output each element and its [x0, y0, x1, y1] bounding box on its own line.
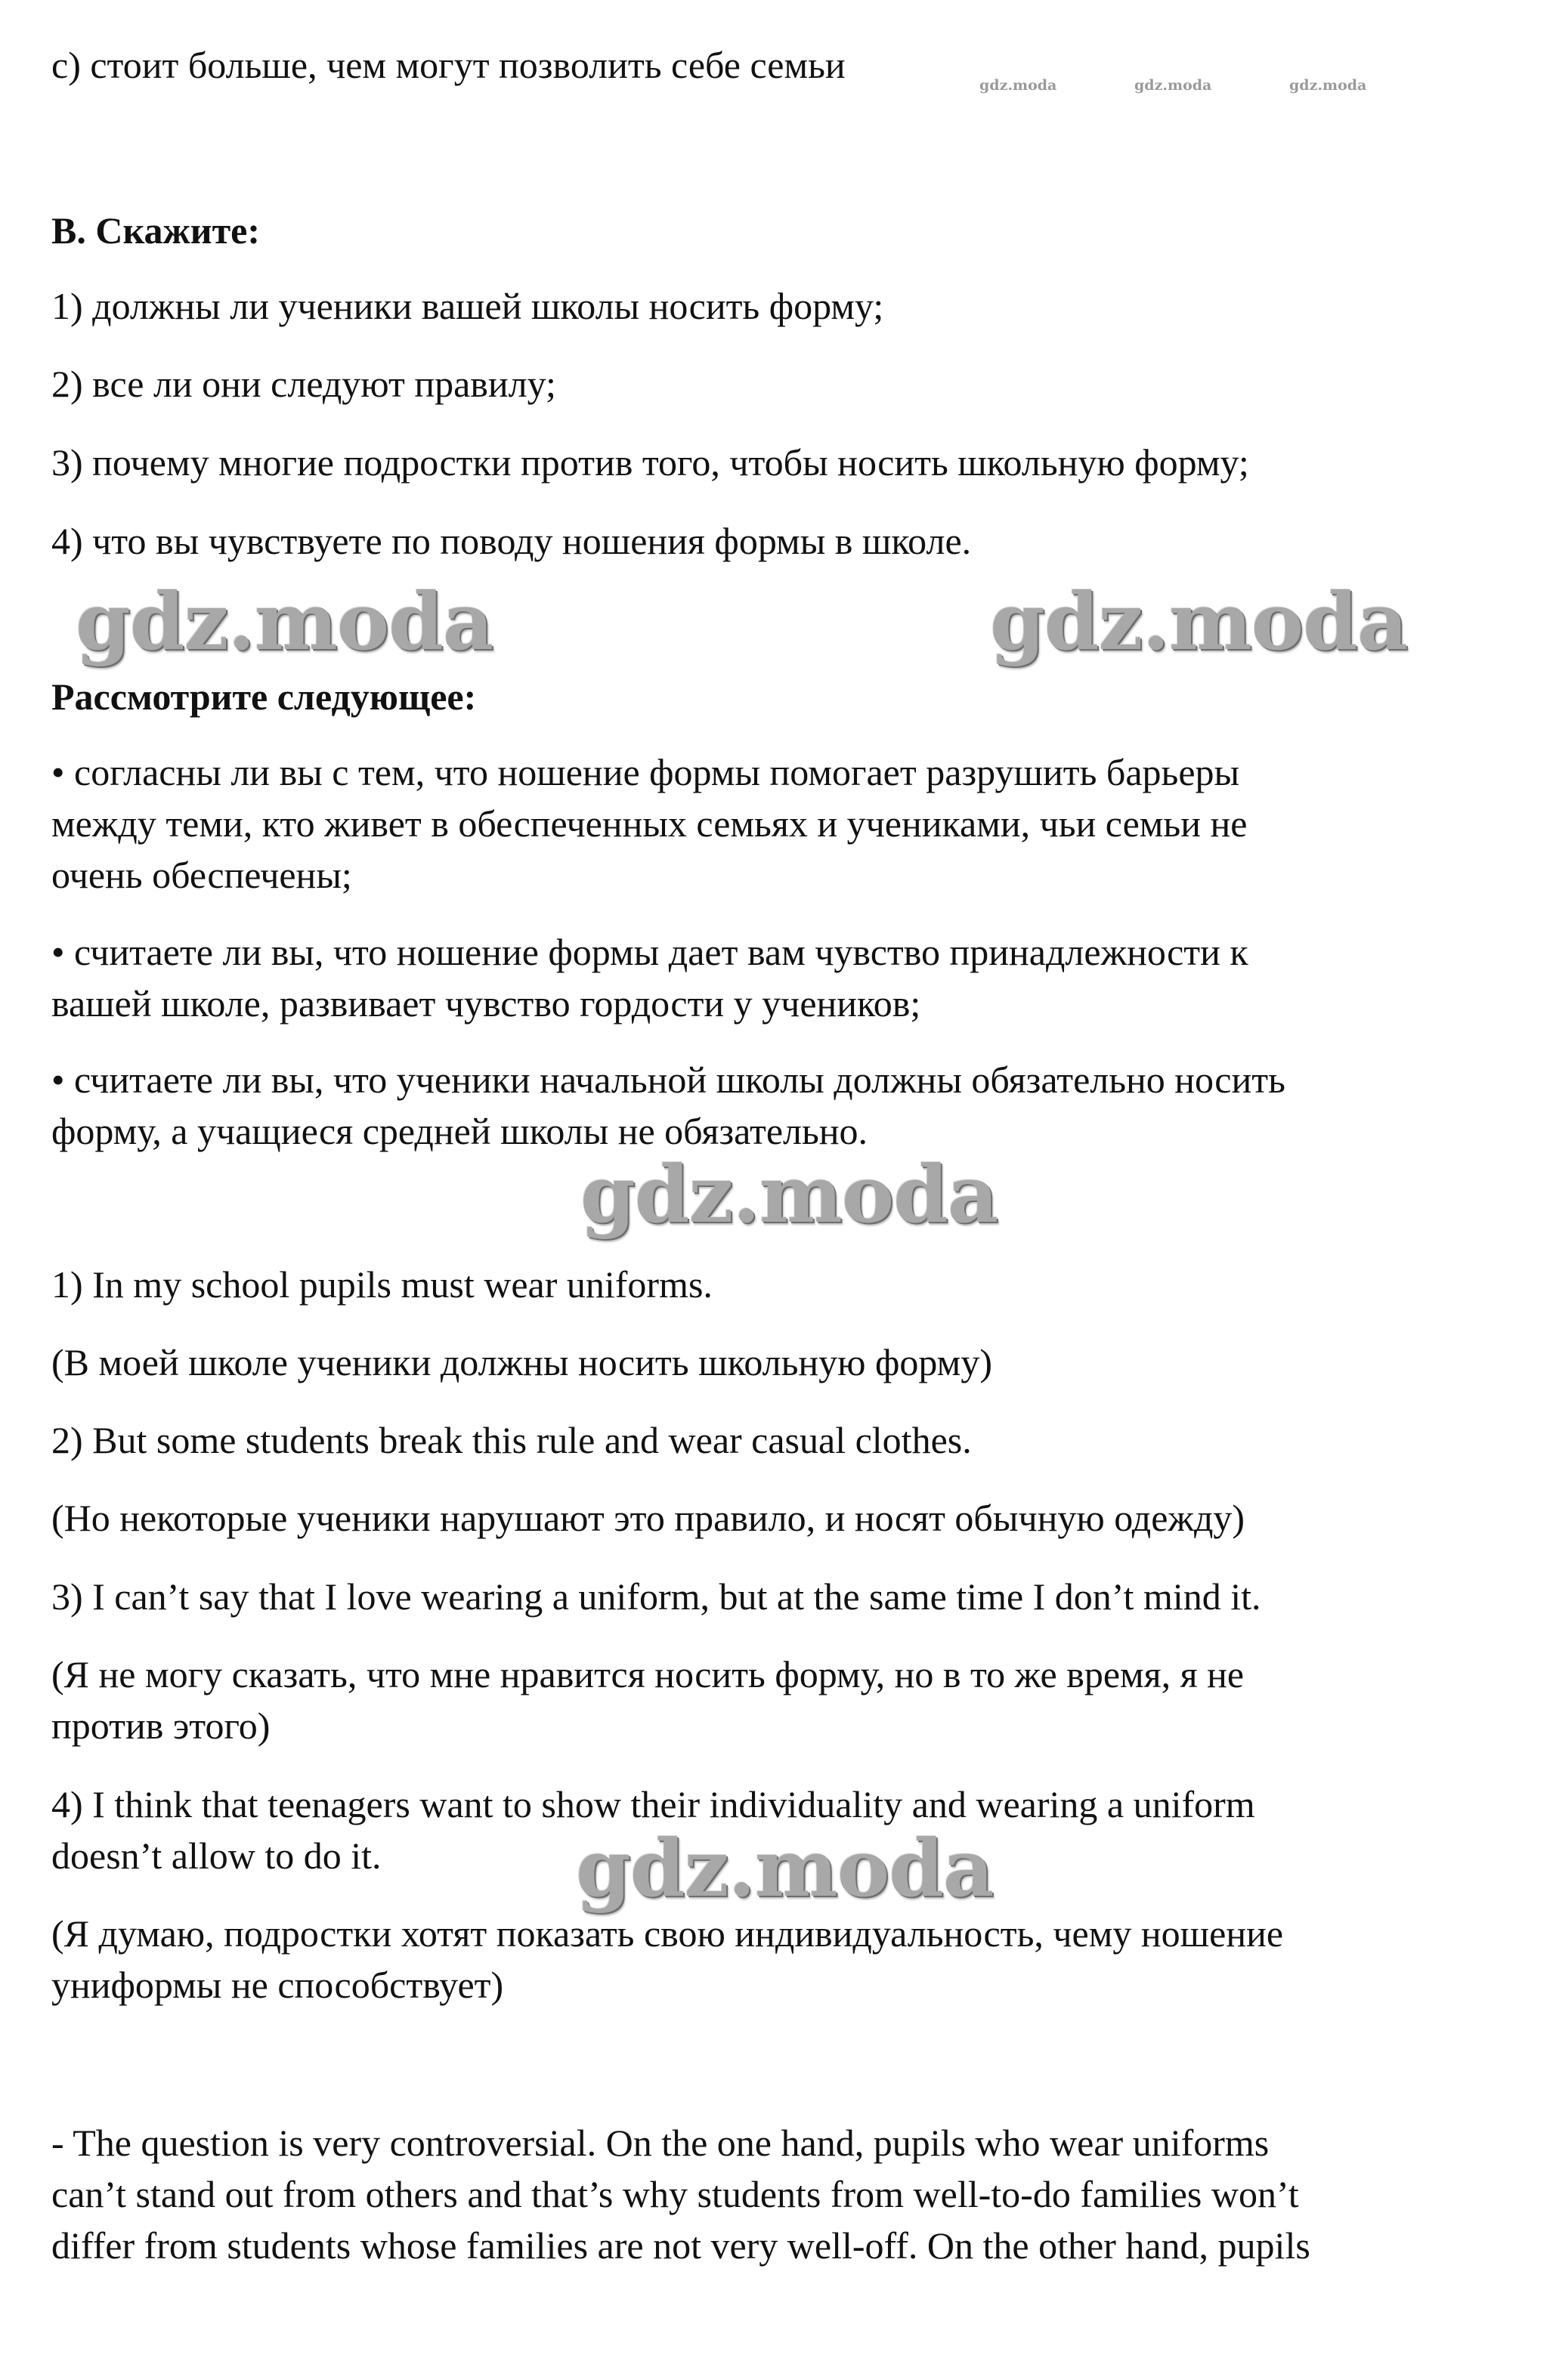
consider-item-line: • считаете ли вы, что ученики начальной школы должны обязательно носить	[51, 1059, 1285, 1101]
essay-line: differ from students whose families are not very well-off. On the other hand, pupils	[51, 2224, 1310, 2267]
watermark-small: gdz.moda	[1289, 77, 1367, 94]
watermark: gdz.moda	[576, 1822, 994, 1915]
watermark: gdz.moda	[990, 575, 1408, 668]
answer-ru: (В моей школе ученики должны носить школьную форму)	[51, 1341, 992, 1383]
consider-item-line: • согласны ли вы с тем, что ношение формы помогает разрушить барьеры	[51, 751, 1240, 793]
option-c-line: c) стоит больше, чем могут позволить себе семьи	[51, 44, 846, 86]
answer-en: 2) But some students break this rule and wear casual clothes.	[51, 1419, 972, 1461]
watermark: gdz.moda	[580, 1148, 998, 1241]
watermark-small: gdz.moda	[979, 77, 1057, 94]
essay-line: - The question is very controversial. On the one hand, pupils who wear uniforms	[51, 2122, 1270, 2164]
answer-ru: униформы не способствует)	[51, 1964, 504, 2006]
essay-line: can’t stand out from others and that’s why students from well-to-do families won’t	[51, 2173, 1299, 2215]
answer-en: 3) I can’t say that I love wearing a uniform, but at the same time I don’t mind it.	[51, 1575, 1261, 1618]
answer-ru: (Я не могу сказать, что мне нравится носить форму, но в то же время, я не	[51, 1653, 1245, 1695]
answer-en: doesn’t allow to do it.	[51, 1834, 382, 1877]
section-b-heading: B. Скажите:	[51, 209, 260, 252]
consider-item-line: очень обеспечены;	[51, 854, 352, 896]
question-ru: 3) почему многие подростки против того, чтобы носить школьную форму;	[51, 441, 1249, 484]
consider-item-line: вашей школе, развивает чувство гордости у учеников;	[51, 982, 921, 1025]
watermark: gdz.moda	[76, 575, 493, 668]
answer-ru: (Я думаю, подростки хотят показать свою индивидуальность, чему ношение	[51, 1912, 1284, 1955]
consider-heading: Рассмотрите следующее:	[51, 675, 477, 718]
question-ru: 4) что вы чувствуете по поводу ношения формы в школе.	[51, 520, 972, 562]
question-ru: 1) должны ли ученики вашей школы носить форму;	[51, 285, 884, 327]
consider-item-line: форму, а учащиеся средней школы не обязательно.	[51, 1110, 868, 1152]
answer-ru: против этого)	[51, 1705, 271, 1747]
watermark-small: gdz.moda	[1134, 77, 1212, 94]
answer-ru: (Но некоторые ученики нарушают это правило, и носят обычную одежду)	[51, 1497, 1245, 1539]
answer-en: 1) In my school pupils must wear uniforms.	[51, 1263, 713, 1306]
consider-item-line: • считаете ли вы, что ношение формы дает вам чувство принадлежности к	[51, 931, 1248, 973]
question-ru: 2) все ли они следуют правилу;	[51, 363, 556, 405]
consider-item-line: между теми, кто живет в обеспеченных семьях и учениками, чьи семьи не	[51, 802, 1248, 845]
answer-en: 4) I think that teenagers want to show their individuality and wearing a uniform	[51, 1783, 1255, 1825]
